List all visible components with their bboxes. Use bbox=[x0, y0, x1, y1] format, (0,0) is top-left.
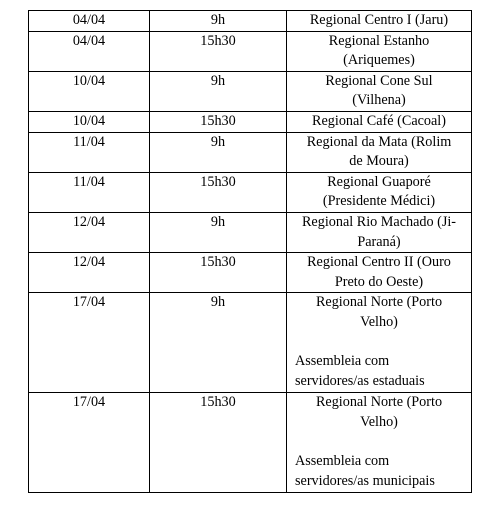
location-line: Velho) bbox=[360, 413, 398, 430]
table-row bbox=[29, 393, 472, 493]
location-line: Velho) bbox=[360, 313, 398, 330]
location-line: Regional Guaporé bbox=[327, 173, 431, 190]
location-line: Preto do Oeste) bbox=[334, 273, 424, 290]
location-line: Regional Café (Cacoal) bbox=[312, 112, 446, 129]
time-cell: 9h bbox=[150, 11, 287, 32]
time-cell: 15h30 bbox=[150, 111, 287, 132]
location-cell bbox=[287, 31, 472, 71]
date-cell: 04/04 bbox=[29, 31, 150, 71]
date-cell: 10/04 bbox=[29, 71, 150, 111]
table-row bbox=[29, 71, 472, 111]
note-line: servidores/as municipais bbox=[295, 472, 435, 489]
note-line: Assembleia com bbox=[295, 453, 390, 470]
time-cell: 9h bbox=[150, 132, 287, 172]
date-cell: 17/04 bbox=[29, 393, 150, 493]
location-line: Regional Rio Machado (Ji- bbox=[301, 213, 457, 230]
location-line: Regional Estanho bbox=[328, 32, 430, 49]
location-line: Regional da Mata (Rolim bbox=[306, 133, 452, 150]
schedule-table bbox=[28, 10, 472, 493]
location-cell bbox=[287, 253, 472, 293]
table-row bbox=[29, 11, 472, 32]
date-cell: 11/04 bbox=[29, 172, 150, 212]
date-cell: 12/04 bbox=[29, 253, 150, 293]
location-line: Regional Norte (Porto bbox=[315, 394, 443, 411]
date-cell: 17/04 bbox=[29, 293, 150, 393]
assembly-note bbox=[291, 352, 467, 391]
note-line: servidores/as estaduais bbox=[295, 372, 425, 389]
location-cell bbox=[287, 11, 472, 32]
location-line: Regional Centro I (Jaru) bbox=[309, 12, 449, 28]
location-line: Regional Norte (Porto bbox=[315, 294, 443, 311]
date-cell: 12/04 bbox=[29, 212, 150, 252]
time-cell: 9h bbox=[150, 293, 287, 393]
table-row bbox=[29, 253, 472, 293]
location-line: Paraná) bbox=[357, 233, 401, 250]
time-cell: 9h bbox=[150, 212, 287, 252]
location-line: (Vilhena) bbox=[352, 92, 406, 109]
date-cell: 11/04 bbox=[29, 132, 150, 172]
time-cell: 9h bbox=[150, 71, 287, 111]
table-row bbox=[29, 212, 472, 252]
location-line: de Moura) bbox=[349, 153, 409, 170]
date-cell: 04/04 bbox=[29, 11, 150, 32]
time-cell: 15h30 bbox=[150, 172, 287, 212]
table-row bbox=[29, 172, 472, 212]
location-line: (Presidente Médici) bbox=[322, 193, 436, 210]
time-cell: 15h30 bbox=[150, 253, 287, 293]
table-row bbox=[29, 111, 472, 132]
location-line: Regional Centro II (Ouro bbox=[307, 254, 451, 271]
table-row bbox=[29, 293, 472, 393]
location-cell bbox=[287, 132, 472, 172]
note-line: Assembleia com bbox=[295, 353, 390, 370]
location-cell bbox=[287, 212, 472, 252]
location-line: Regional Cone Sul bbox=[325, 72, 433, 89]
location-line: (Ariquemes) bbox=[343, 52, 415, 69]
time-cell: 15h30 bbox=[150, 393, 287, 493]
table-row bbox=[29, 132, 472, 172]
location-cell bbox=[287, 71, 472, 111]
assembly-note bbox=[291, 452, 467, 491]
location-cell bbox=[287, 393, 472, 493]
location-cell bbox=[287, 293, 472, 393]
location-cell bbox=[287, 111, 472, 132]
location-cell bbox=[287, 172, 472, 212]
table-row bbox=[29, 31, 472, 71]
time-cell: 15h30 bbox=[150, 31, 287, 71]
date-cell: 10/04 bbox=[29, 111, 150, 132]
